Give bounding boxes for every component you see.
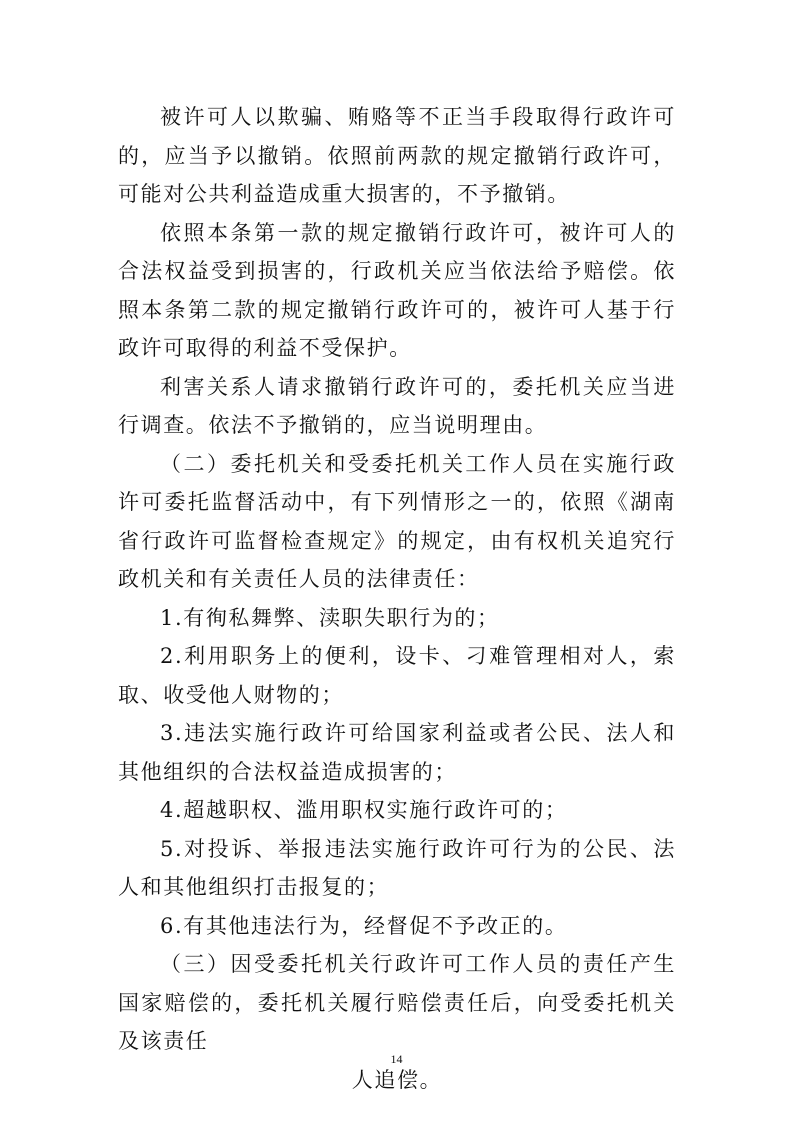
page-number: 14 [390, 1052, 403, 1066]
list-item-3: 3.违法实施行政许可给国家利益或者公民、法人和其他组织的合法权益造成损害的； [118, 721, 676, 784]
list-item-1: 1.有徇私舞弊、渎职失职行为的； [160, 605, 500, 630]
list-item-4: 4.超越职权、滥用职权实施行政许可的； [160, 798, 568, 822]
list-item-2: 2.利用职务上的便利，设卡、刁难管理相对人，索取、收受他人财物的； [118, 644, 676, 707]
paragraph-section-three-continuation: 人追偿。 [351, 1067, 443, 1092]
paragraph-section-two-liability: （二）委托机关和受委托机关工作人员在实施行政许可委托监督活动中，有下列情形之一的，依照《湖南省行政许可监督检查规定》的规定，由有权机关追究行政机关和有关责任人员的法律责任： [118, 451, 676, 591]
list-item-5: 5.对投诉、举报违法实施行政许可行为的公民、法人和其他组织打击报复的； [118, 836, 676, 899]
paragraph-revocation-compensation: 依照本条第一款的规定撤销行政许可，被许可人的合法权益受到损害的，行政机关应当依法给予赔偿。依照本条第二款的规定撤销行政许可的，被许可人基于行政许可取得的利益不受保护。 [118, 220, 676, 360]
paragraph-revocation-fraud: 被许可人以欺骗、贿赂等不正当手段取得行政许可的，应当予以撤销。依照前两款的规定撤销行政许可，可能对公共利益造成重大损害的，不予撤销。 [118, 105, 676, 206]
document-body [118, 98, 676, 1099]
paragraph-interested-party-request: 利害关系人请求撤销行政许可的，委托机关应当进行调查。依法不予撤销的，应当说明理由。 [118, 374, 676, 437]
list-item-6: 6.有其他违法行为，经督促不予改正的。 [160, 913, 568, 938]
paragraph-section-three-compensation: （三）因受委托机关行政许可工作人员的责任产生国家赔偿的，委托机关履行赔偿责任后，向受委托机关及该责任 [118, 952, 676, 1053]
